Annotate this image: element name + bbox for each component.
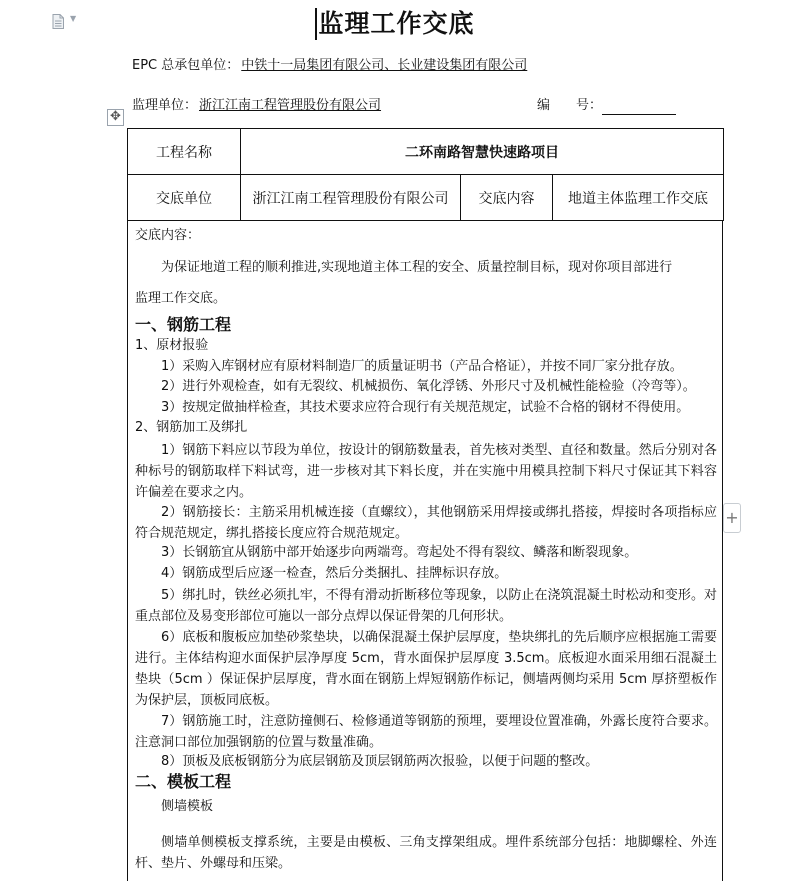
intro-line-1: 为保证地道工程的顺利推进,实现地道主体工程的安全、质量控制目标，现对你项目部进行 [161,260,673,275]
supervisor-line [132,97,383,115]
list-item: 侧墙单侧模板支撑系统，主要是由模板、三角支撑架组成。埋件系统部分包括：地脚螺栓、外连杆、垫片、外螺母和压梁。 [135,835,717,871]
subsection-material-check: 1、原材报验 [135,338,209,353]
info-table [127,128,724,221]
list-item: 1）钢筋下料应以节段为单位，按设计的钢筋数量表，首先核对类型、直径和数量。然后分别对各种标号的钢筋取样下料试弯，进一步核对其下料长度，并在实施中用模具控制下料尺寸保证其下料容许偏差在要求之内。 [135,443,717,500]
table-row [128,129,724,175]
supervisor-value: 浙江江南工程管理股份有限公司 [199,98,382,113]
list-item: 7）钢筋施工时，注意防撞侧石、检修通道等钢筋的预埋，要埋设位置准确，外露长度符合要求。注意洞口部位加强钢筋的位置与数量准确。 [135,714,717,750]
list-item: 5）绑扎时，铁丝必须扎牢，不得有滑动折断移位等现象，以防止在浇筑混凝土时松动和变形。对重点部位及易变形部位可施以一部分点焊以保证骨架的几何形状。 [135,588,717,624]
supervisor-label: 监理单位： [132,98,198,113]
project-name-label: 工程名称 [128,129,241,175]
epc-value: 中铁十一局集团有限公司、长业建设集团有限公司 [241,58,528,73]
content-label: 交底内容 [461,175,553,221]
subsection-side-wall-formwork: 侧墙模板 [161,799,214,814]
list-item: 2）进行外观检查，如有无裂纹、机械损伤、氧化浮锈、外形尺寸及机械性能检验（冷弯等）。 [161,379,696,394]
list-item: 3）长钢筋宜从钢筋中部开始逐步向两端弯。弯起处不得有裂纹、鳞落和断裂现象。 [161,545,638,560]
number-line [537,97,676,115]
number-value [602,101,676,115]
epc-line [132,57,529,75]
intro-label: 交底内容： [135,228,201,243]
project-name-value[interactable]: 二环南路智慧快速路项目 [241,129,724,175]
content-value[interactable]: 地道主体监理工作交底 [553,175,724,221]
table-move-handle-icon[interactable]: ✥ [107,109,124,126]
list-item: 1）采购入库钢材应有原材料制造厂的质量证明书（产品合格证），并按不同厂家分批存放。 [161,359,683,374]
subsection-rebar-processing: 2、钢筋加工及绑扎 [135,420,248,435]
chevron-down-icon[interactable]: ▼ [70,14,77,23]
list-item: 6）底板和腹板应加垫砂浆垫块，以确保混凝土保护层厚度，垫块绑扎的先后顺序应根据施工需要进行。主体结构迎水面保护层净厚度 5cm，背水面保护层厚度 3.5cm。底板迎水面采用细石混凝土垫块（5cm ）保证保护层厚度，背水面在钢筋上焊短钢筋作标记，侧墙两侧均采用 5cm 厚挤塑板作为保护层，顶板同底板。 [135,630,717,708]
list-item: 8）顶板及底板钢筋分为底层钢筋及顶层钢筋两次报验，以便于问题的整改。 [161,754,599,769]
list-item: 2）钢筋接长：主筋采用机械连接（直螺纹），其他钢筋采用焊接或绑扎搭接，焊接时各项指标应符合规范规定，绑扎搭接长度应符合规范规定。 [135,505,717,541]
number-label: 编 号： [537,98,603,113]
page-title: 监理工作交底 [318,9,475,38]
unit-label: 交底单位 [128,175,241,221]
list-item: 3）按规定做抽样检查，其技术要求应符合现行有关规范规定，试验不合格的钢材不得使用。 [161,400,690,415]
section-heading-rebar: 一、钢筋工程 [135,315,232,334]
list-item: 4）钢筋成型后应逐一检查，然后分类捆扎、挂牌标识存放。 [161,566,508,581]
section-heading-formwork: 二、模板工程 [135,772,232,791]
intro-line-2: 监理工作交底。 [135,291,227,306]
add-column-icon[interactable]: + [723,503,741,533]
table-row [128,175,724,221]
unit-value[interactable]: 浙江江南工程管理股份有限公司 [241,175,461,221]
epc-label: EPC 总承包单位： [132,58,240,73]
